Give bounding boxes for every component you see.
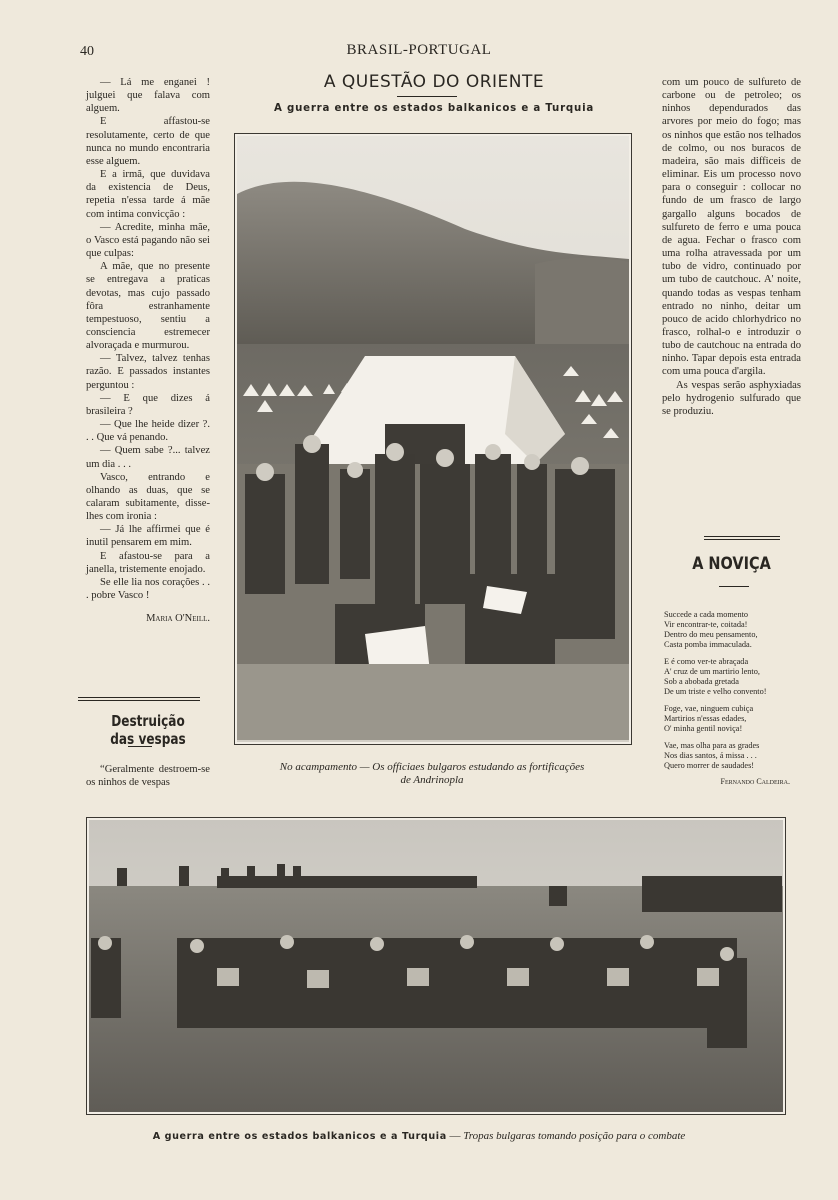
vespas-column [86,763,210,789]
caption-separator: — [446,1130,464,1142]
poem-line: Casta pomba immaculada. [664,640,752,649]
camp-photo-illustration [235,134,631,744]
title-rule [397,96,457,97]
vespas-paragraph: “Geralmente destroem-se os ninhos de vespas [86,764,210,789]
vespas-paragraph: com um pouco de sulfureto de carbone ou de petroleo; os ninhos dependurados das arvores por meio do fogo; mas os ninhos que estão nos telhados de colmo, ou nos buracos de madeira, são mais difficeis de eliminar. Eis um processo novo para o conseguir : collocar no fundo de um frasco de largo gargallo alguns bocados de sulfureto de ferro e uma pouca de agua. Fechar o frasco com uma rolha atravessada por um tubo de vidro, continuado por um tubo de cautchouc. A' noite, quando todas as vespas tenham entrado no ninho, deitar um pouco de acido chlorhydrico no frasco, rolhal-o e introduzir o tubo de cautchouc na entrada do ninho. Tapar depois esta entrada com uma pouca d'argila. [662,77,801,378]
poem-line: Foge, vae, ninguem cubiça [664,704,754,713]
poem-line: Dentro do meu pensamento, [664,630,758,639]
story-paragraph: Se elle lia nos corações . . . pobre Vasco ! [86,576,210,602]
poem-title: A NOVIÇA [692,554,771,574]
story-paragraph: E afastou-se para a janella, tristemente enojado. [86,550,210,575]
article-subtitle: A guerra entre os estados balkanicos e a Turquia [273,103,595,114]
vespas-continuation-column [662,76,801,418]
story-paragraph: A mãe, que no presente se entregava a praticas devotas, mas cujo passado fôra estranhamente tempestuoso, sentiu a consciencia estremecer alvoraçada e murmurou. [86,261,210,352]
poem-line: Vae, mas olha para as grades [664,741,760,750]
caption-line: de Andrinopla [400,774,464,786]
poem-stanza [664,704,804,734]
troops-photo-illustration [87,818,785,1114]
poem-stanza [664,610,804,650]
caption-italic: Tropas bulgaras tomando posição para o combate [463,1130,686,1142]
story-signature: Maria O'Neill. [146,613,210,625]
camp-photo-caption [234,761,630,787]
poem-stanza [664,657,804,697]
poem-line: A' cruz de um martirio lento, [664,667,760,676]
story-paragraph: — Lá me enganei ! julguei que falava com alguem. [86,77,210,115]
poem-line: Sob a abobada gretada [664,677,739,686]
troops-photo-caption [60,1130,778,1142]
section-divider [78,697,200,701]
article-title: A QUESTÃO DO ORIENTE [323,72,545,92]
poem-line: De um triste e velho convento! [664,687,767,696]
vespas-paragraph: As vespas serão asphyxiadas pelo hydrogenio sulfurado que se produziu. [662,379,801,417]
poem-line: Succede a cada momento [664,610,749,619]
story-paragraph: E a irmã, que duvidava da existencia de Deus, repetia n'essa tarde á mãe com intima convicção : [86,169,210,220]
story-paragraph: E affastou-se resolutamente, certo de que nunca no mundo encontraria esse alguem. [86,116,210,167]
caption-line: No acampamento — Os officiaes bulgaros estudando as fortificações [279,761,585,773]
vespas-heading: Destruição das vespas [110,712,186,748]
poem-author: Fernando Caldeira. [720,777,790,786]
story-paragraph: — Que lhe heide dizer ?. . . Que vá penando. [86,419,210,444]
heading-rule [128,746,152,747]
story-column [86,76,210,625]
caption-bold: A guerra entre os estados balkanicos e a Turquia [152,1131,447,1142]
poem-body [664,610,804,778]
running-title: BRASIL-PORTUGAL [346,42,492,58]
story-paragraph: — Quem sabe ?... talvez um dia . . . [86,445,210,470]
poem-line: Nos dias santos, á missa . . . [664,751,757,760]
camp-photo [234,133,632,745]
page-number: 40 [80,44,94,59]
story-paragraph: — E que dizes á brasileira ? [86,392,210,417]
story-paragraph: Vasco, entrando e olhando as duas, que se calaram subitamente, disse-lhes com ironia : [86,471,210,523]
poem-line: O' minha gentil noviça! [664,724,743,733]
poem-line: Vir encontrar-te, coitada! [664,620,748,629]
poem-line: E é como ver-te abraçada [664,657,749,666]
section-divider [704,536,780,540]
story-paragraph: — Acredite, minha mãe, o Vasco está pagando não sei que culpas: [86,221,210,260]
poem-line: Martirios n'essas edades, [664,714,747,723]
poem-line: Quero morrer de saudades! [664,761,755,770]
poem-stanza [664,741,804,771]
story-paragraph: — Já lhe affirmei que é inutil pensarem em mim. [86,524,210,549]
heading-rule [719,586,749,587]
troops-photo [86,817,786,1115]
story-paragraph: — Talvez, talvez tenhas razão. E passados instantes perguntou : [86,353,210,391]
